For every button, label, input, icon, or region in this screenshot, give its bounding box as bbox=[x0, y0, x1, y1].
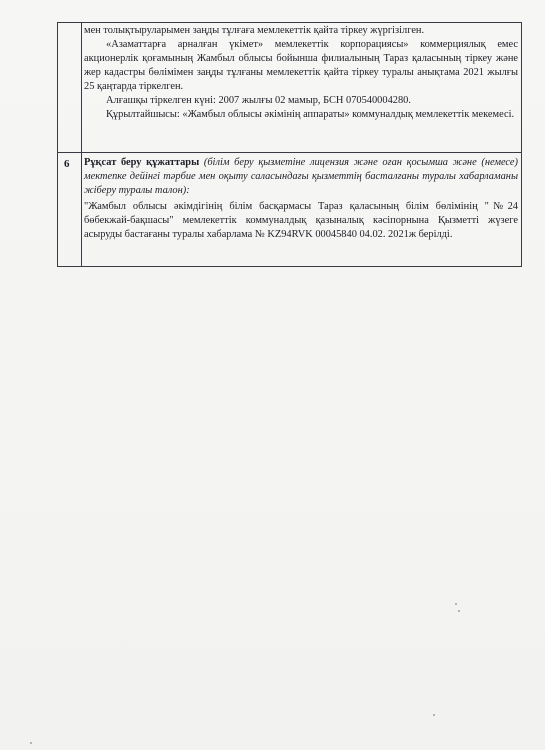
row-1-first-registration: Алғашқы тіркелген күні: 2007 жылғы 02 мамыр, БСН 070540004280. bbox=[106, 95, 411, 106]
permits-heading-note: (білім беру қызметіне лицензия және оған қосымша және (немесе) мектепке дейінгі тәрбие мен оқыту саласындағы қызметтің басталғаны туралы хабарламаны жіберу туралы талон): bbox=[84, 157, 518, 196]
row-1-content bbox=[84, 24, 518, 122]
row-1-line-1: мен толықтыруларымен заңды тұлғаға мемлекеттік қайта тіркеу жүргізілген. bbox=[84, 25, 425, 36]
row-1-paragraph-registration: «Азаматтарға арналған үкімет» мемлекеттік корпорациясы» коммерциялық емес акционерлік қоғамының Жамбыл облысы бойынша филиалының Тараз қаласының тіркеу және жер кадастры бөлімімен заңды тұлғаны мемлекеттік қайта тіркеу туралы анықтама 2021 жылғы 25 қаңтарда тіркелген. bbox=[84, 39, 518, 92]
row-2-body: "Жамбыл облысы әкімдігінің білім басқармасы Тараз қаласының білім бөлімінің "№24 бөбекжай-бақшасы" мемлекеттік коммуналдық қазыналық кәсіпорнына Қызметті жүзеге асыруды бастағаны туралы хабарлама № KZ94RVK 00045840 04.02. 2021ж берілді. bbox=[84, 201, 518, 240]
permits-heading: Рұқсат беру құжаттары bbox=[84, 157, 200, 168]
row-divider bbox=[58, 152, 521, 153]
row-1-founder: Құрылтайшысы: «Жамбыл облысы әкімінің аппараты» коммуналдық мемлекеттік мекемесі. bbox=[106, 109, 515, 120]
row-2-heading bbox=[84, 156, 518, 198]
row-2-content bbox=[84, 156, 518, 242]
column-divider bbox=[81, 23, 82, 266]
info-table bbox=[57, 22, 522, 267]
row-number: 6 bbox=[64, 158, 70, 170]
